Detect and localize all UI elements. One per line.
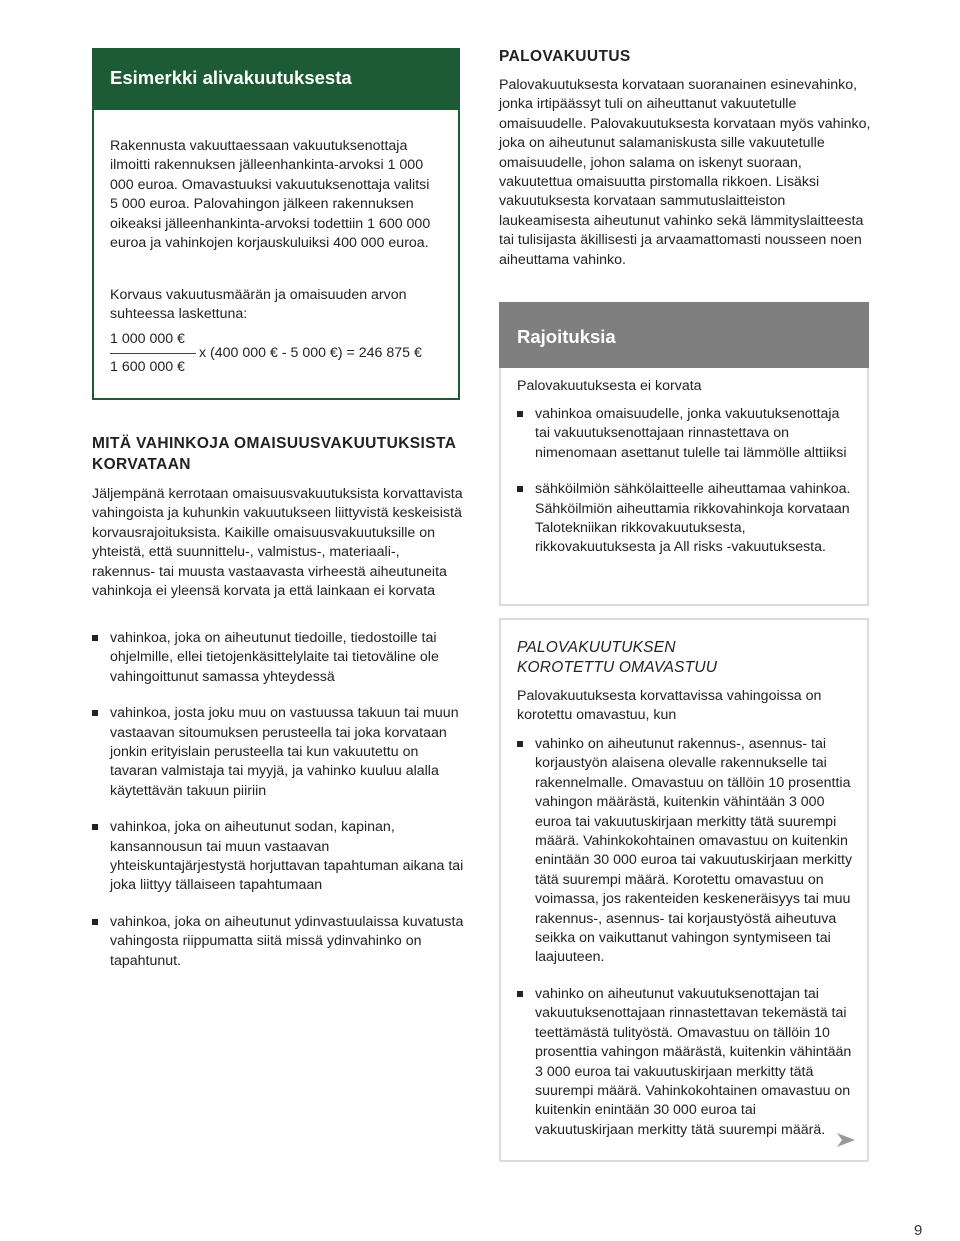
omavastuu-title: PALOVAKUUTUKSEN KOROTETTU OMAVASTUU (517, 639, 718, 676)
section-heading-palovakuutus: PALOVAKUUTUS (499, 48, 631, 65)
section-heading-korvataan: MITÄ VAHINKOJA OMAISUUSVAKUUTUKSISTA KORVATAAN (92, 435, 456, 473)
bullet-icon (517, 411, 523, 417)
rajoitukset-list (517, 405, 857, 575)
list-item: vahinkoa omaisuudelle, jonka vakuutuksenottaja tai vakuutuksenottajaan rinnastettava on nimenomaan asettanut tulelle tai lämmölle alttiiksi (517, 405, 857, 463)
list-item: vahinko on aiheutunut rakennus-, asennus- tai korjaustyön alaisena olevalle rakennukselle tai rakennelmalle. Omavastuu on tällöin 10 prosenttia vahingon määrästä, kuitenkin vähintään 3 000 euroa tai vakuutuskirjaan merkitty tätä suurempi määrä. Vahinkokohtainen omavastuu on kuitenkin enintään 30 000 euroa tai vakuutuskirjaan merkitty tätä suurempi määrä. Korotettu omavastuu on voimassa, jos rakenteiden keskeneräisyys tai muu rakennus-, asennus- tai korjaustyöstä aiheutuva seikka on vaikuttanut vahingon syntymiseen tai laajuuteen. (517, 735, 857, 968)
bullet-icon (92, 710, 98, 716)
list-item: vahinkoa, joka on aiheutunut sodan, kapinan, kansannousun tai muun vastaavan yhteiskuntajärjestystä horjuttavan tapahtuman aikana tai joka liittyy tällaiseen tapahtumaan (92, 818, 464, 896)
formula-numerator: 1 000 000 € (110, 331, 185, 347)
list-item: vahinko on aiheutunut vakuutuksenottajan tai vakuutuksenottajaan rinnastettavan tekemästä tai teettämästä tulityöstä. Omavastuu on tällöin 10 prosenttia vahingon määrästä, kuitenkin vähintään 3 000 euroa tai vakuutuskirjaan merkitty tätä suurempi määrä. Vahinkokohtainen omavastuu on kuitenkin enintään 30 000 euroa tai vakuutuskirjaan merkitty tätä suurempi määrä. (517, 985, 857, 1140)
arrow-right-icon (836, 1132, 856, 1153)
page-number: 9 (914, 1222, 923, 1239)
bullet-icon (92, 635, 98, 641)
example-title: Esimerkki alivakuutuksesta (110, 67, 352, 88)
formula-denominator: 1 600 000 € (110, 359, 185, 375)
example-calculation-intro: Korvaus vakuutusmäärän ja omaisuuden arvon suhteessa laskettuna: (110, 287, 407, 323)
omavastuu-intro: Palovakuutuksesta korvattavissa vahingoissa on korotettu omavastuu, kun (517, 688, 822, 724)
bullet-icon (517, 741, 523, 747)
exclusion-list (92, 629, 464, 988)
bullet-icon (92, 919, 98, 925)
formula-expression: x (400 000 € - 5 000 €) = 246 875 € (199, 345, 422, 361)
list-item: vahinkoa, joka on aiheutunut ydinvastuulaissa kuvatusta vahingosta riippumatta siitä missä ydinvahinko on tapahtunut. (92, 913, 464, 971)
list-item: sähköilmiön sähkölaitteelle aiheuttamaa vahinkoa. Sähköilmiön aiheuttamia rikkovahinkoja korvataan Talotekniikan rikkovakuutuksesta, rikkovakuutuksesta ja All risks -vakuutuksesta. (517, 480, 857, 558)
list-item: vahinkoa, joka on aiheutunut tiedoille, tiedostoille tai ohjelmille, ellei tietojenkäsittelylaite tai tietoväline ole vahingoittunut samassa yhteydessä (92, 629, 464, 687)
bullet-icon (517, 486, 523, 492)
formula-fraction-line (110, 353, 196, 354)
bullet-icon (92, 824, 98, 830)
omavastuu-list (517, 735, 857, 1157)
rajoitukset-intro: Palovakuutuksesta ei korvata (517, 378, 702, 394)
bullet-icon (517, 991, 523, 997)
section-intro: Jäljempänä kerrotaan omaisuusvakuutuksista korvattavista vahingoista ja kuhunkin vakuutukseen liittyvistä keskeisistä korvausrajoituksista. Kaikille omaisuusvakuutuksille on yhteistä, että suunnittelu-, valmistus-, materiaali-, rakennus- tai muusta vastaavasta virheestä aiheutuneita vahinkoja ei yleensä korvata ja että lainkaan ei korvata (92, 486, 463, 600)
rajoitukset-title: Rajoituksia (517, 326, 616, 347)
example-paragraph: Rakennusta vakuuttaessaan vakuutuksenottaja ilmoitti rakennuksen jälleenhankinta-arvoksi 1 000 000 euroa. Omavastuuksi vakuutuksenottaja valitsi 5 000 euroa. Palovahingon jälkeen rakennuksen oikeaksi jälleenhankinta-arvoksi todettiin 1 600 000 euroa ja vahinkojen korjauskuluiksi 400 000 euroa. (110, 138, 431, 252)
palovakuutus-text: Palovakuutuksesta korvataan suoranainen esinevahinko, jonka irtipäässyt tuli on aiheuttanut vakuutetulle omaisuudelle. Palovakuutuksesta korvataan myös vahinko, joka on aiheutunut salamaniskusta sille vakuutetulle omaisuudelle, johon salama on iskenyt suoraan, vakuutettua omaisuutta pirstomalla rikkoen. Lisäksi vakuutuksesta korvataan sammutuslaitteiston laukeamisesta aiheutunut vahinko sekä lämmityslaitteesta tai tulisijasta äkillisesti ja arvaamattomasti nousseen noen aiheuttama vahinko. (499, 77, 871, 268)
list-item: vahinkoa, josta joku muu on vastuussa takuun tai muun vastaavan sitoumuksen perusteella tai joka korvataan jonkin erityislain perusteella tai kun vakuutettu on tavaran valmistaja tai myyjä, ja vahinko kuuluu alalla käytettävän takuun piiriin (92, 704, 464, 801)
